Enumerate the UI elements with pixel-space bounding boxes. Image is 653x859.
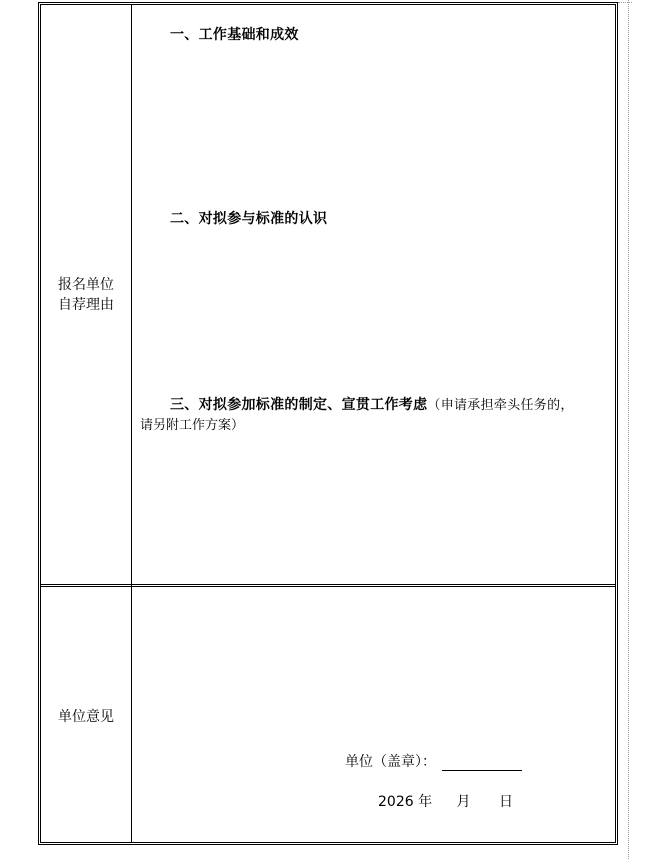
reason-row-label <box>42 275 130 315</box>
reason-label-line1: 报名单位 <box>58 277 114 293</box>
date-year: 2026 年 <box>378 794 433 810</box>
date-month: 月 <box>456 794 471 810</box>
date-line <box>378 791 523 811</box>
margin-guide <box>628 0 629 859</box>
section3-title: 三、对拟参加标准的制定、宣贯工作考虑 <box>170 397 428 413</box>
reason-label-line2: 自荐理由 <box>58 297 114 313</box>
seal-label: 单位（盖章）： <box>345 754 436 770</box>
table-row-divider-double <box>40 586 616 587</box>
seal-blank-field[interactable] <box>442 756 522 771</box>
section3-note-continued: 请另附工作方案） <box>140 418 245 433</box>
date-day: 日 <box>499 794 513 810</box>
opinion-row-label: 单位意见 <box>58 709 114 725</box>
table-column-divider <box>131 4 132 843</box>
margin-guide-corner <box>618 2 632 3</box>
section-work-foundation: 一、工作基础和成效 <box>170 27 299 43</box>
section-standard-understanding: 二、对拟参与标准的认识 <box>170 211 328 227</box>
section3-note: （申请承担牵头任务的， <box>427 398 574 413</box>
seal-line <box>345 751 522 771</box>
table-row-divider <box>40 584 616 585</box>
section-standard-work-plan <box>170 394 574 414</box>
